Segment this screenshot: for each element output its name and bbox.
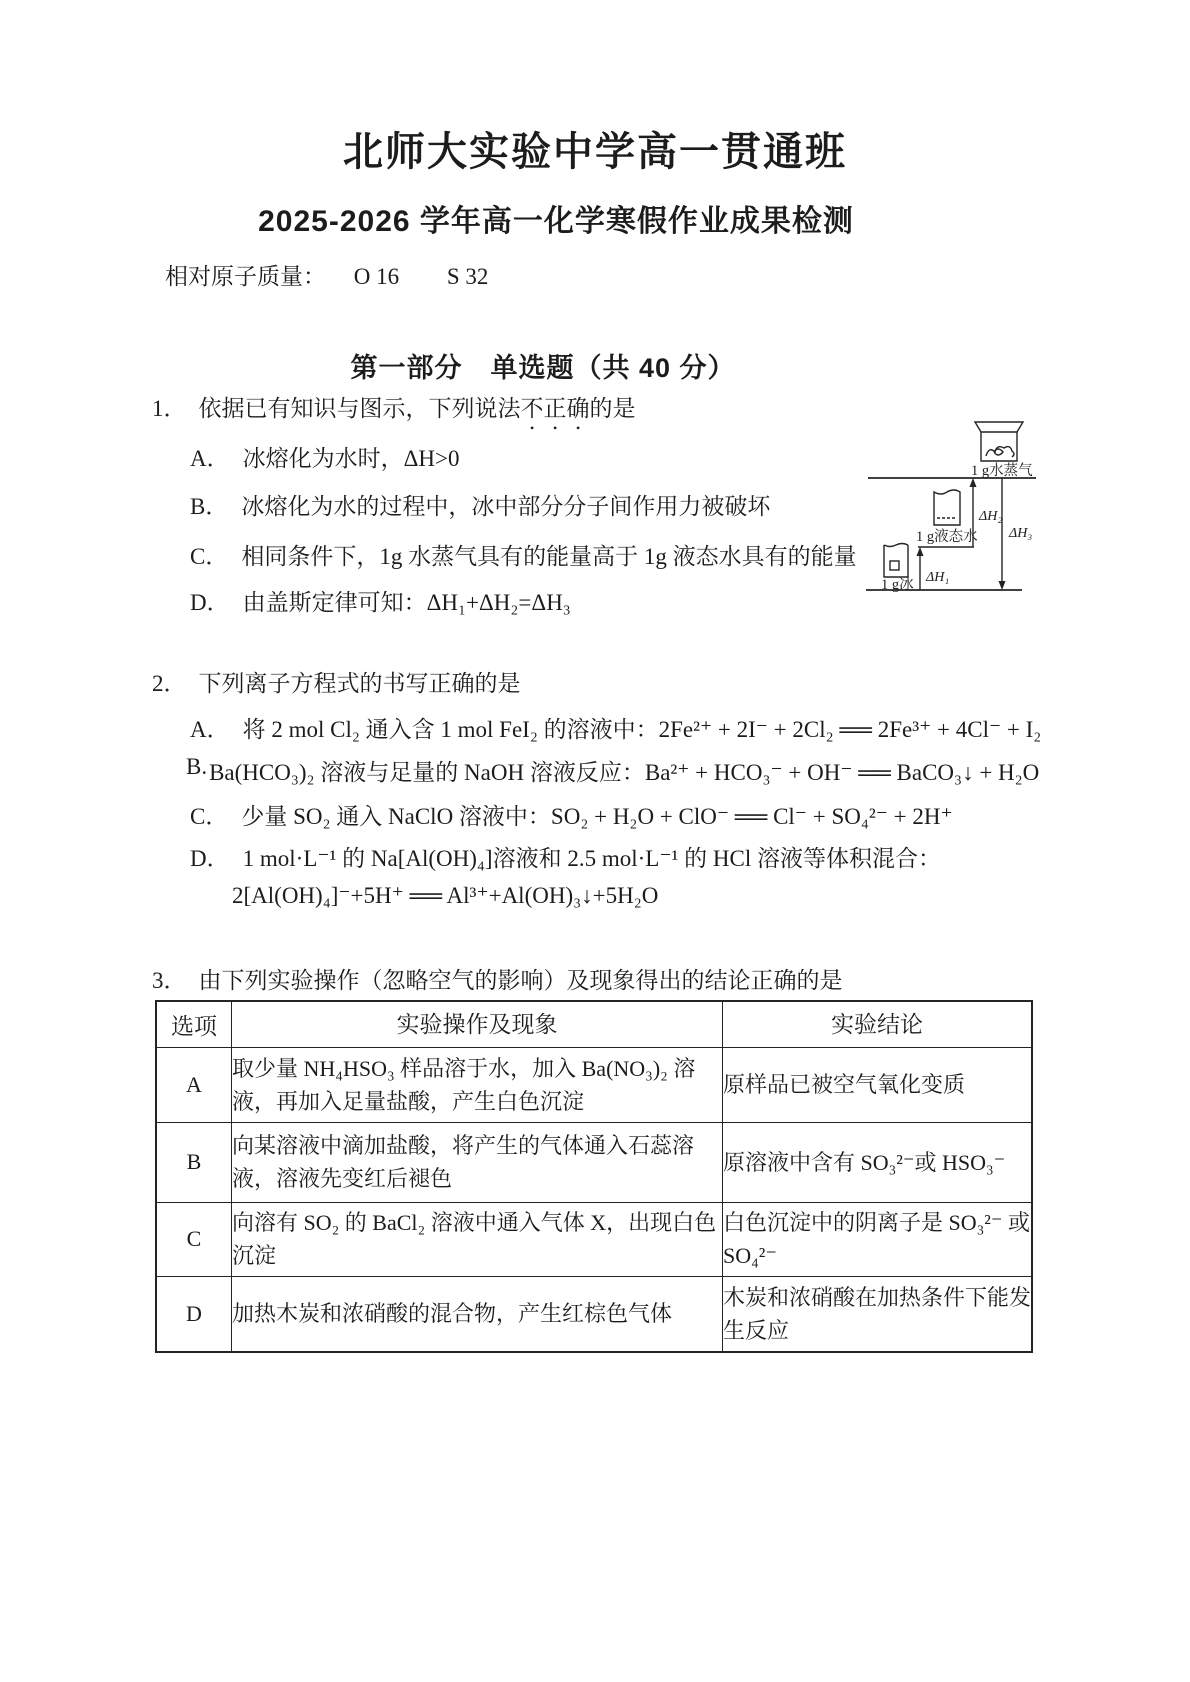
water-beaker-icon <box>934 490 960 525</box>
q1-option-a-text: 冰熔化为水时，ΔH>0 <box>242 446 460 471</box>
q2-option-a <box>190 711 1041 744</box>
q1-stem-pre: 依据已有知识与图示，下列说法 <box>198 396 521 421</box>
q2-option-c <box>190 798 953 831</box>
q3-row-c-operation: 向溶有 SO₂ 的 BaCl₂ 溶液中通入气体 X，出现白色沉淀 <box>232 1202 723 1276</box>
q2-option-b-label: B. <box>186 754 208 779</box>
q3-row-b-conclusion: 原溶液中含有 SO₃²⁻或 HSO₃⁻ <box>723 1122 1033 1202</box>
question-2-text: 下列离子方程式的书写正确的是 <box>198 671 521 696</box>
q2-option-c-label: C． <box>190 804 229 829</box>
q3-table <box>155 1000 1033 1353</box>
q3-row-d-conclusion: 木炭和浓硝酸在加热条件下能发生反应 <box>723 1276 1033 1352</box>
dh1-arrow-icon <box>917 547 924 590</box>
exam-subtitle: 2025-2026 学年高一化学寒假作业成果检测 <box>258 205 854 238</box>
q1-option-d-label: D． <box>190 590 230 615</box>
q1-option-b <box>190 488 770 521</box>
q2-option-b <box>186 754 1039 787</box>
part1-heading: 第一部分 单选题（共 40 分） <box>350 353 736 383</box>
q1-option-d-text: 由盖斯定律可知：ΔH₁+ΔH₂=ΔH₃ <box>242 590 571 615</box>
q3-table-row-b <box>156 1122 1032 1202</box>
question-2-number: 2． <box>152 671 187 696</box>
q3-header-operation: 实验操作及现象 <box>232 1001 723 1047</box>
atomic-mass-O: O 16 <box>353 264 400 289</box>
q1-option-c <box>190 538 857 571</box>
q1-option-c-text: 相同条件下，1g 水蒸气具有的能量高于 1g 液态水具有的能量 <box>241 544 857 569</box>
q2-option-d-equation: 2[Al(OH)₄]⁻+5H⁺ ══ Al³⁺+Al(OH)₃↓+5H₂O <box>232 883 659 908</box>
q3-row-a-operation: 取少量 NH₄HSO₃ 样品溶于水，加入 Ba(NO₃)₂ 溶液，再加入足量盐酸，产生白色沉淀 <box>232 1047 723 1122</box>
q3-header-option: 选项 <box>156 1001 232 1047</box>
energy-diagram <box>850 403 1055 603</box>
q2-option-a-text: 将 2 mol Cl₂ 通入含 1 mol FeI₂ 的溶液中：2Fe²⁺ + 2I⁻ + 2Cl₂ ══ 2Fe³⁺ + 4Cl⁻ + I₂ <box>242 717 1042 742</box>
atomic-mass-S: S 32 <box>446 264 489 289</box>
q3-row-d-option: D <box>156 1276 232 1352</box>
diagram-label-dh3: ΔH₃ <box>1009 526 1033 541</box>
exam-title: 北师大实验中学高一贯通班 <box>343 130 847 174</box>
question-3-text: 由下列实验操作（忽略空气的影响）及现象得出的结论正确的是 <box>198 968 843 993</box>
q1-option-b-text: 冰熔化为水的过程中，冰中部分分子间作用力被破坏 <box>241 494 771 519</box>
q3-table-row-a <box>156 1047 1032 1122</box>
q1-option-a <box>190 440 460 473</box>
question-1-stem <box>152 390 636 435</box>
question-1-text <box>199 390 636 435</box>
atomic-mass-line <box>165 258 488 291</box>
question-3-stem <box>152 962 843 995</box>
q3-row-b-option: B <box>156 1122 232 1202</box>
q2-option-a-label: A． <box>190 717 230 742</box>
question-1-number: 1． <box>152 396 187 421</box>
q2-option-d-text: 1 mol·L⁻¹ 的 Na[Al(OH)₄]溶液和 2.5 mol·L⁻¹ 的 HCl 溶液等体积混合： <box>242 846 941 871</box>
q3-table-row-c <box>156 1202 1032 1276</box>
q2-option-c-text: 少量 SO₂ 通入 NaClO 溶液中：SO₂ + H₂O + ClO⁻ ══ Cl⁻ + SO₄²⁻ + 2H⁺ <box>241 804 953 829</box>
diagram-label-dh2: ΔH₂ <box>979 509 1003 524</box>
ice-beaker-icon <box>884 544 908 578</box>
diagram-label-dh1: ΔH₁ <box>926 570 950 585</box>
q1-option-d <box>190 584 571 617</box>
q2-option-d-label: D． <box>190 846 230 871</box>
diagram-label-liquid: 1 g液态水 <box>916 529 978 545</box>
q1-option-b-label: B． <box>190 494 229 519</box>
q2-option-d <box>190 840 941 873</box>
q1-option-a-label: A． <box>190 446 230 471</box>
q3-row-a-conclusion: 原样品已被空气氧化变质 <box>723 1047 1033 1122</box>
q1-stem-emphasis: 不正确 <box>520 396 590 421</box>
q3-row-c-conclusion: 白色沉淀中的阴离子是 SO₃²⁻ 或 SO₄²⁻ <box>723 1202 1033 1276</box>
diagram-label-vapor: 1 g水蒸气 <box>971 463 1033 479</box>
q3-table-header-row <box>156 1001 1032 1047</box>
q2-option-b-text: Ba(HCO₃)₂ 溶液与足量的 NaOH 溶液反应：Ba²⁺ + HCO₃⁻ + OH⁻ ══ BaCO₃↓ + H₂O <box>209 760 1040 785</box>
steam-beaker-icon <box>975 422 1023 461</box>
q3-row-c-option: C <box>156 1202 232 1276</box>
question-2-stem <box>152 665 521 698</box>
question-3-number: 3． <box>152 968 187 993</box>
q3-header-conclusion: 实验结论 <box>723 1001 1033 1047</box>
dh3-arrow-icon <box>999 478 1006 590</box>
q1-stem-post: 的是 <box>589 396 636 421</box>
q3-row-a-option: A <box>156 1047 232 1122</box>
diagram-label-ice: 1 g冰 <box>881 577 914 593</box>
atomic-mass-label: 相对原子质量： <box>165 264 326 289</box>
q3-table-row-d <box>156 1276 1032 1352</box>
q3-row-b-operation: 向某溶液中滴加盐酸，将产生的气体通入石蕊溶液，溶液先变红后褪色 <box>232 1122 723 1202</box>
q3-row-d-operation: 加热木炭和浓硝酸的混合物，产生红棕色气体 <box>232 1276 723 1352</box>
q1-option-c-label: C． <box>190 544 229 569</box>
